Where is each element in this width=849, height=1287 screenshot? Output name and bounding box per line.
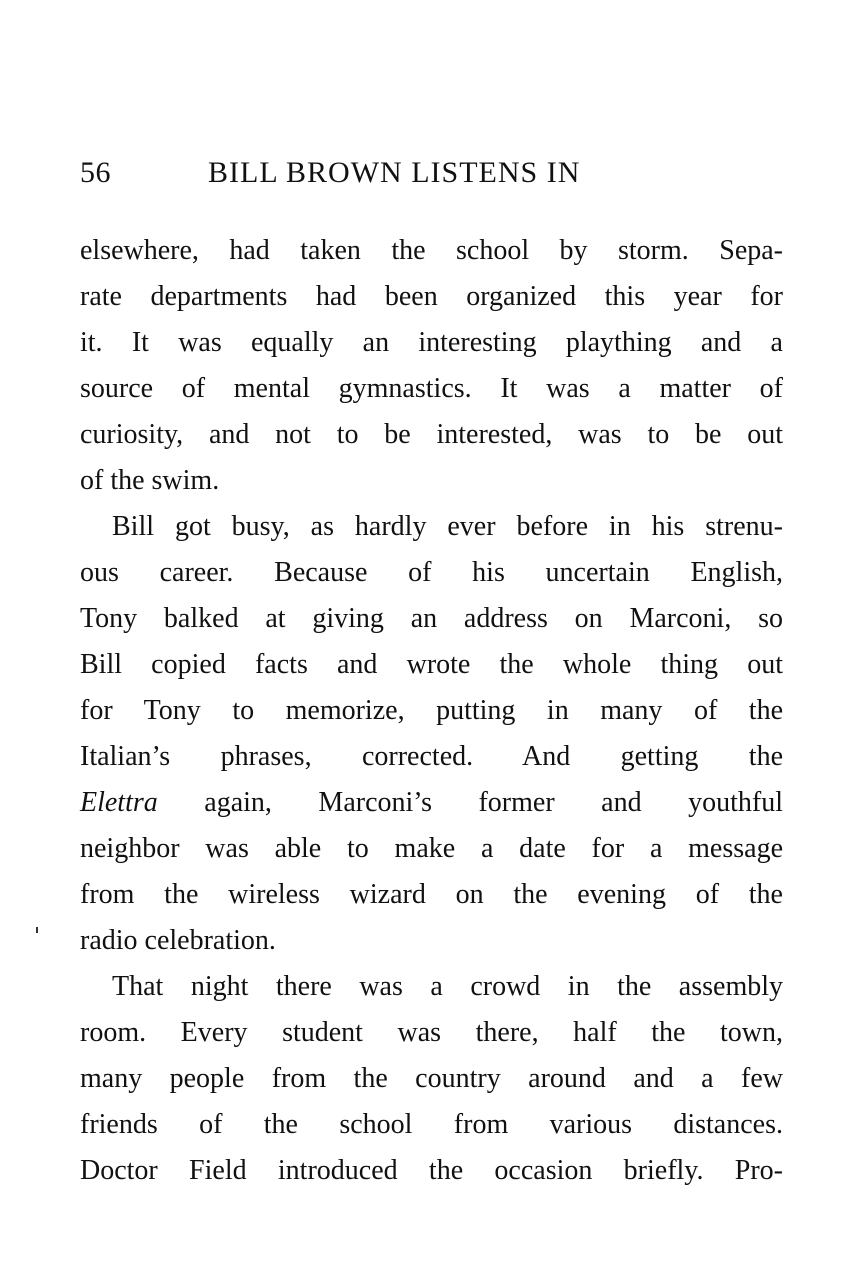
text-line: elsewhere, had taken the school by storm. Sepa-: [80, 235, 783, 266]
text-line: curiosity, and not to be interested, was to be out: [80, 419, 783, 450]
running-head: BILL BROWN LISTENS IN: [208, 156, 581, 189]
text-line: Bill copied facts and wrote the whole thing out: [80, 649, 783, 680]
text-line: Italian’s phrases, corrected. And getting the: [80, 741, 783, 772]
text-line: Doctor Field introduced the occasion briefly. Pro-: [80, 1155, 783, 1186]
text-line: it. It was equally an interesting plaything and a: [80, 327, 783, 358]
text-line: [80, 780, 783, 826]
text-line: neighbor was able to make a date for a message: [80, 833, 783, 864]
text-line: source of mental gymnastics. It was a matter of: [80, 373, 783, 404]
text-line: of the swim.: [80, 465, 220, 496]
text-line: ous career. Because of his uncertain English,: [80, 557, 783, 588]
text-line: radio celebration.: [80, 925, 276, 956]
text-line: room. Every student was there, half the town,: [80, 1017, 783, 1048]
text-line: friends of the school from various distances.: [80, 1109, 783, 1140]
text-line: many people from the country around and a few: [80, 1063, 783, 1094]
text-line: for Tony to memorize, putting in many of the: [80, 695, 783, 726]
text-line: from the wireless wizard on the evening of the: [80, 879, 783, 910]
page-number: 56: [80, 156, 111, 189]
text-line-rest: again, Marconi’s former and youthful: [204, 787, 783, 818]
italic-ship-name: Elettra: [80, 787, 158, 818]
text-line: That night there was a crowd in the assembly: [112, 971, 783, 1002]
text-line: Bill got busy, as hardly ever before in his strenu-: [112, 511, 783, 542]
text-line: Tony balked at giving an address on Marconi, so: [80, 603, 783, 634]
text-line: rate departments had been organized this year for: [80, 281, 783, 312]
stray-mark: [36, 927, 38, 933]
